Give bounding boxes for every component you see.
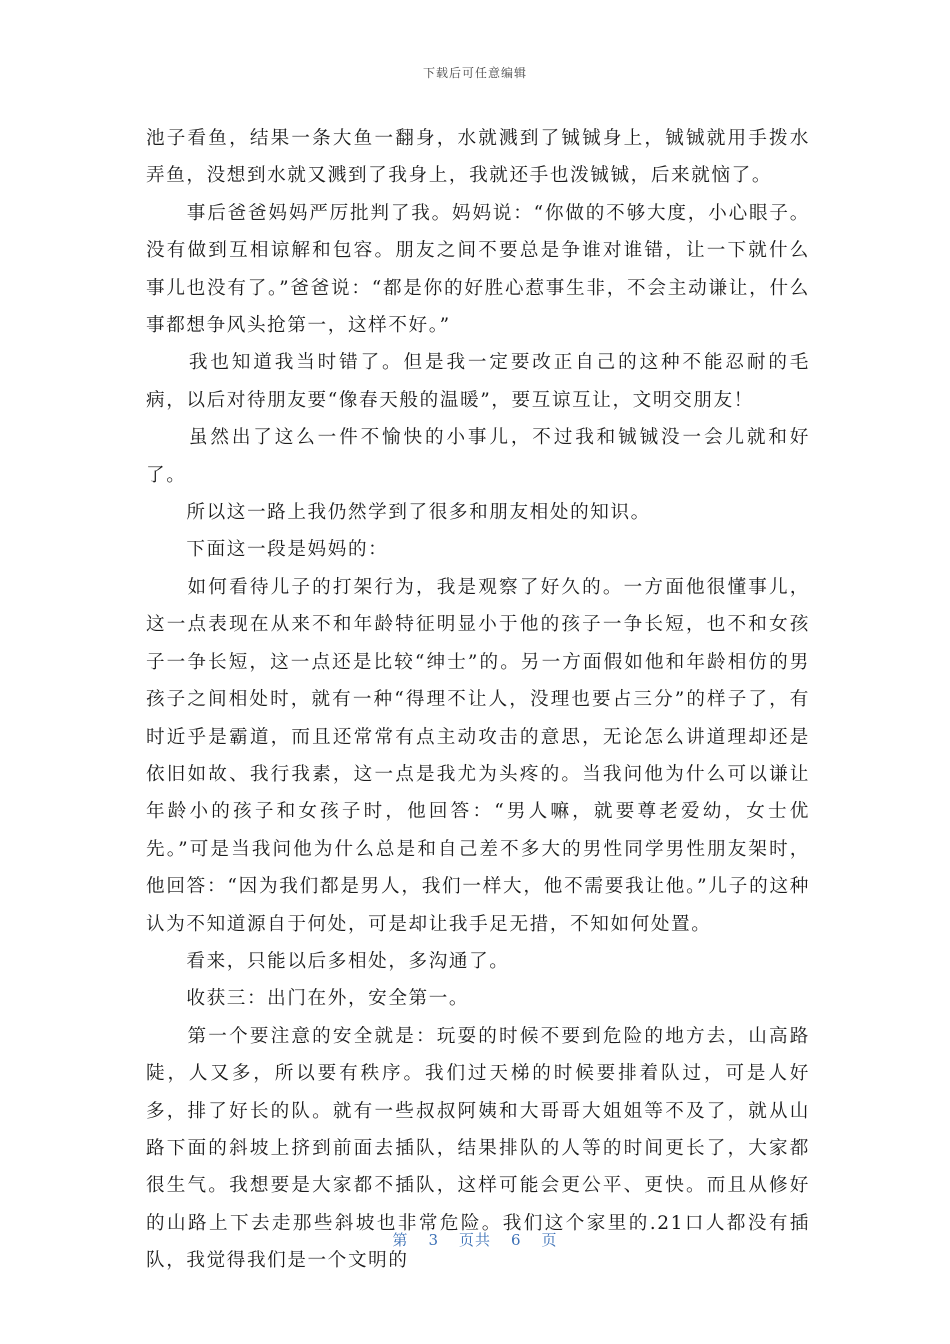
paragraph: 池子看鱼，结果一条大鱼一翻身，水就溅到了铖铖身上，铖铖就用手拨水弄鱼，没想到水就又溅到了我身上，我就还手也泼铖铖，后来就恼了。	[146, 128, 810, 187]
page-footer	[0, 1229, 950, 1250]
paragraph: 我也知道我当时错了。但是我一定要改正自己的这种不能忍耐的毛病，以后对待朋友要“像春天般的温暖”，要互谅互让，文明交朋友！	[146, 352, 810, 411]
document-body	[146, 120, 810, 1280]
page-number: 3	[428, 1231, 439, 1249]
paragraph: 事后爸爸妈妈严厉批判了我。妈妈说：“你做的不够大度，小心眼子。没有做到互相谅解和包容。朋友之间不要总是争谁对谁错，让一下就什么事儿也没有了。”爸爸说：“都是你的好胜心惹事生非，不会主动谦让，什么事都想争风头抢第一，这样不好。”	[146, 202, 810, 337]
paragraph: 虽然出了这么一件不愉快的小事儿，不过我和铖铖没一会儿就和好了。	[146, 427, 810, 486]
page-header: 下载后可任意编辑	[422, 66, 527, 80]
of-label: 页共	[458, 1231, 491, 1249]
paragraph: 下面这一段是妈妈的：	[146, 539, 389, 561]
page-suffix: 页	[541, 1231, 558, 1249]
paragraph: 看来，只能以后多相处，多沟通了。	[146, 950, 510, 972]
page-label: 第	[392, 1231, 409, 1249]
paragraph: 如何看待儿子的打架行为，我是观察了好久的。一方面他很懂事儿，这一点表现在从来不和年龄特征明显小于他的孩子一争长短，也不和女孩子一争长短，这一点还是比较“绅士”的。另一方面假如他和年龄相仿的男孩子之间相处时，就有一种“得理不让人，没理也要占三分”的样子了，有时近乎是霸道，而且还常常有点主动攻击的意思，无论怎么讲道理却还是依旧如故、我行我素，这一点是我尤为头疼的。当我问他为什么可以谦让年龄小的孩子和女孩子时，他回答：“男人嘛，就要尊老爱幼，女士优先。”可是当我问他为什么总是和自己差不多大的男性同学男性朋友架时，他回答：“因为我们都是男人，我们一样大，他不需要我让他。”儿子的这种认为不知道源自于何处，可是却让我手足无措，不知如何处置。	[146, 576, 810, 935]
paragraph: 收获三：出门在外，安全第一。	[146, 988, 470, 1010]
paragraph: 第一个要注意的安全就是：玩耍的时候不要到危险的地方去，山高路陡，人又多，所以要有秩序。我们过天梯的时候要排着队过，可是人好多，排了好长的队。就有一些叔叔阿姨和大哥哥大姐姐等不及了，就从山路下面的斜坡上挤到前面去插队，结果排队的人等的时间更长了，大家都很生气。我想要是大家都不插队，这样可能会更公平、更快。而且从修好的山路上下去走那些斜坡也非常危险。我们这个家里的.21口人都没有插队，我觉得我们是一个文明的	[146, 1025, 810, 1272]
paragraph: 所以这一路上我仍然学到了很多和朋友相处的知识。	[146, 502, 651, 524]
total-pages: 6	[511, 1231, 522, 1249]
